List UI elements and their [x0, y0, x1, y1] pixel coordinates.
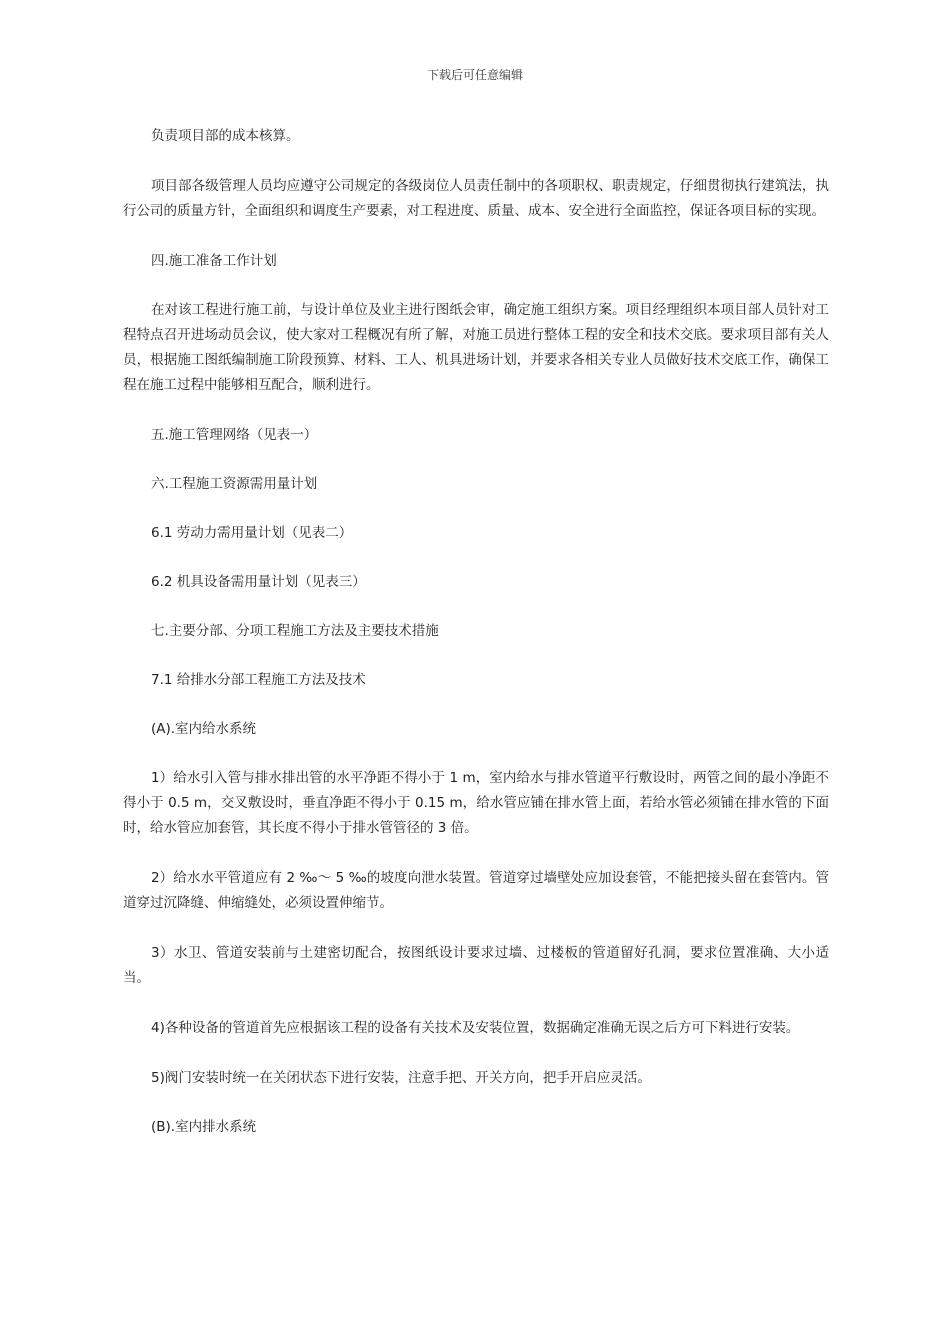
paragraph: 负责项目部的成本核算。 [151, 128, 300, 144]
subsection-heading: 6.1 劳动力需用量计划（见表二） [151, 525, 353, 541]
section-heading: 七.主要分部、分项工程施工方法及主要技术措施 [151, 623, 439, 639]
subsection-heading: 7.1 给排水分部工程施工方法及技术 [151, 672, 366, 688]
list-item: 4)各种设备的管道首先应根据该工程的设备有关技术及安装位置，数据确定准确无误之后方可下料进行安装。 [151, 1020, 800, 1036]
section-heading: 六.工程施工资源需用量计划 [151, 476, 318, 492]
page-header: 下载后可任意编辑 [426, 68, 523, 82]
list-item: 1）给水引入管与排水排出管的水平净距不得小于 1 m，室内给水与排水管道平行敷设时，两管之间的最小净距不得小于 0.5 m，交叉敷设时，垂直净距不得小于 0.15 m，给水管应铺在排水管上面，若给水管必须铺在排水管的下面时，给水管应加套管，其长度不得小于排水管管径的 3 倍。 [123, 770, 829, 836]
paragraph: 在对该工程进行施工前，与设计单位及业主进行图纸会审，确定施工组织方案。项目经理组织本项目部人员针对工程特点召开进场动员会议，使大家对工程概况有所了解，对施工员进行整体工程的安全和技术交底。要求项目部有关人员，根据施工图纸编制施工阶段预算、材料、工人、机具进场计划，并要求各相关专业人员做好技术交底工作，确保工程在施工过程中能够相互配合，顺利进行。 [123, 302, 829, 393]
section-heading: 四.施工准备工作计划 [151, 253, 277, 269]
subsection-heading: (A).室内给水系统 [151, 721, 257, 737]
section-heading: 五.施工管理网络（见表一） [151, 427, 318, 443]
list-item: 5)阀门安装时统一在关闭状态下进行安装，注意手把、开关方向，把手开启应灵活。 [151, 1070, 651, 1086]
document-body [123, 124, 829, 1164]
paragraph: 项目部各级管理人员均应遵守公司规定的各级岗位人员责任制中的各项职权、职责规定，仔细贯彻执行建筑法，执行公司的质量方针，全面组织和调度生产要素，对工程进度、质量、成本、安全进行全面监控，保证各项目标的实现。 [123, 178, 829, 219]
list-item: 2）给水水平管道应有 2 ‰～ 5 ‰的坡度向泄水装置。管道穿过墙壁处应加设套管，不能把接头留在套管内。管道穿过沉降缝、伸缩缝处，必须设置伸缩节。 [123, 870, 829, 911]
subsection-heading: (B).室内排水系统 [151, 1119, 257, 1135]
subsection-heading: 6.2 机具设备需用量计划（见表三） [151, 574, 366, 590]
list-item: 3）水卫、管道安装前与土建密切配合，按图纸设计要求过墙、过楼板的管道留好孔洞，要求位置准确、大小适当。 [123, 945, 829, 986]
